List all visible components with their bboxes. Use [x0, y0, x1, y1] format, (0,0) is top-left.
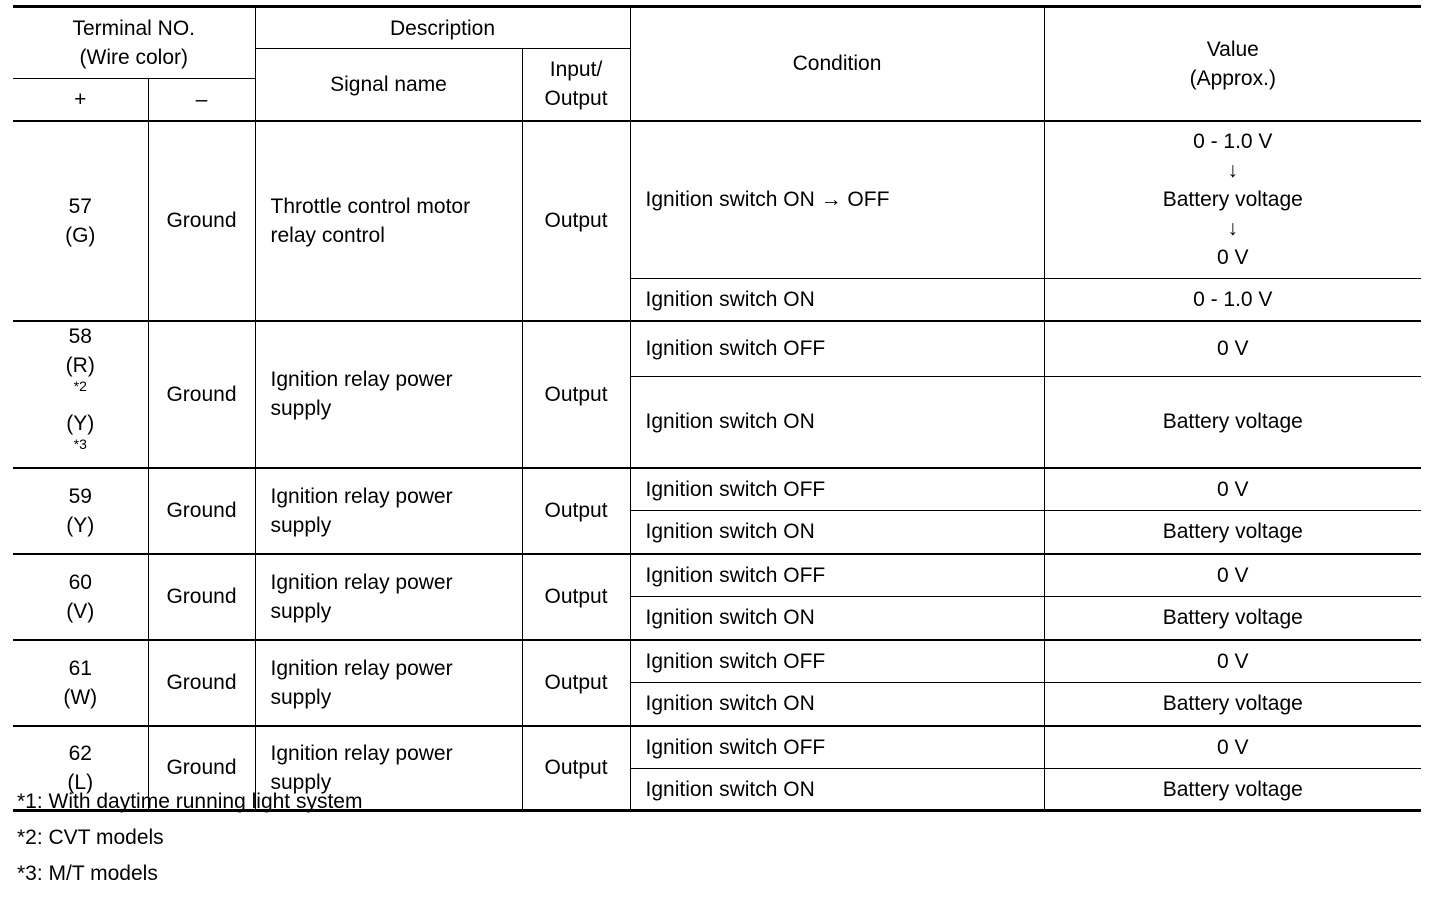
input-output-header [522, 49, 630, 121]
terminal-header-label: Terminal NO. [72, 17, 196, 40]
terminal-spec-table [13, 5, 1421, 812]
ground-cell: Ground [148, 640, 255, 726]
value-line: Battery voltage [1162, 188, 1303, 212]
io-cell: Output [522, 121, 630, 321]
wire-color [19, 351, 142, 409]
approx-header-label: (Approx.) [1189, 66, 1276, 90]
terminal-number-cell [13, 321, 148, 468]
value-cell: Battery voltage [1044, 376, 1421, 467]
wire-color [19, 409, 142, 467]
condition-cell: Ignition switch ON [630, 511, 1044, 554]
footnotes [17, 784, 362, 892]
footnote: *1: With daytime running light system [17, 790, 363, 813]
signal-name-line2: supply [270, 397, 332, 420]
signal-name-line2: supply [270, 685, 332, 709]
ground-cell: Ground [148, 121, 255, 321]
input-header-label: Input/ [549, 58, 603, 82]
condition-header: Condition [630, 7, 1044, 121]
signal-name-line2: relay control [270, 223, 385, 247]
wire-color: (V) [66, 599, 95, 623]
terminal-number: 58 [68, 324, 92, 348]
footnote: *3: M/T models [17, 862, 158, 885]
output-header-label: Output [544, 87, 608, 111]
value-cell: 0 V [1044, 468, 1421, 511]
footnote-ref: *3 [73, 435, 87, 452]
io-cell: Output [522, 468, 630, 554]
value-header-label: Value [1206, 37, 1259, 61]
terminal-number: 59 [68, 484, 92, 508]
value-cell [1044, 121, 1421, 279]
table-row [13, 554, 1421, 597]
signal-name-cell [255, 121, 522, 321]
value-cell: 0 V [1044, 554, 1421, 597]
terminal-number: 62 [68, 741, 92, 765]
signal-name-line2: supply [270, 599, 332, 623]
wire-color: (Y) [66, 513, 95, 537]
footnote-ref: *2 [73, 377, 87, 394]
terminal-number-cell [13, 640, 148, 726]
terminal-number: 60 [68, 570, 92, 594]
terminal-header [13, 7, 255, 79]
condition-cell: Ignition switch ON [630, 597, 1044, 640]
signal-name-line1: Ignition relay power [270, 741, 453, 765]
condition-cell: Ignition switch OFF [630, 468, 1044, 511]
down-arrow-icon: ↓ [1227, 159, 1239, 183]
signal-name-line2: supply [270, 513, 332, 537]
condition-cell: Ignition switch ON [630, 376, 1044, 467]
wire-color-header-label: (Wire color) [79, 46, 188, 69]
condition-cell: Ignition switch ON [630, 683, 1044, 726]
description-header: Description [255, 7, 630, 49]
value-line: 0 - 1.0 V [1193, 130, 1273, 154]
signal-name-cell [255, 640, 522, 726]
condition-cell: Ignition switch OFF [630, 321, 1044, 377]
signal-name-cell [255, 468, 522, 554]
table-row [13, 321, 1421, 377]
footnote: *2: CVT models [17, 826, 164, 849]
down-arrow-icon: ↓ [1227, 217, 1239, 241]
ground-cell: Ground [148, 468, 255, 554]
value-cell: 0 V [1044, 726, 1421, 769]
terminal-number: 57 [68, 194, 92, 218]
terminal-number-cell [13, 468, 148, 554]
terminal-number-cell [13, 121, 148, 321]
wire-color: (W) [63, 685, 98, 709]
terminal-number: 61 [68, 656, 92, 680]
io-cell: Output [522, 554, 630, 640]
table-row [13, 121, 1421, 279]
ground-cell: Ground [148, 554, 255, 640]
io-cell: Output [522, 726, 630, 811]
condition-cell: Ignition switch ON [630, 279, 1044, 321]
value-cell: 0 - 1.0 V [1044, 279, 1421, 321]
signal-name-line1: Ignition relay power [270, 570, 453, 594]
condition-cell: Ignition switch ON [630, 769, 1044, 811]
wire-color: (G) [65, 223, 96, 247]
table-row [13, 468, 1421, 511]
condition-cell: Ignition switch OFF [630, 640, 1044, 683]
condition-cell: Ignition switch OFF [630, 554, 1044, 597]
table-row [13, 726, 1421, 769]
value-cell: 0 V [1044, 640, 1421, 683]
signal-name-header: Signal name [255, 49, 522, 121]
ground-cell: Ground [148, 321, 255, 468]
wire-color-a: (R) [65, 353, 95, 377]
value-cell: Battery voltage [1044, 511, 1421, 554]
signal-name-cell [255, 554, 522, 640]
io-cell: Output [522, 321, 630, 468]
ground-cell: Ground [148, 726, 255, 811]
signal-name-cell [255, 321, 522, 468]
wire-color-b: (Y) [66, 411, 95, 435]
value-cell: Battery voltage [1044, 597, 1421, 640]
terminal-number-cell [13, 554, 148, 640]
value-cell: 0 V [1044, 321, 1421, 377]
io-cell: Output [522, 640, 630, 726]
wire-color: (L) [67, 770, 94, 794]
signal-name-line1: Throttle control motor [270, 194, 471, 218]
value-line: 0 V [1217, 246, 1249, 270]
plus-header: + [13, 79, 148, 121]
signal-name-line1: Ignition relay power [270, 656, 453, 680]
condition-cell: Ignition switch OFF [630, 726, 1044, 769]
value-header [1044, 7, 1421, 121]
signal-name-line1: Ignition relay power [270, 368, 453, 391]
minus-header: – [148, 79, 255, 121]
value-cell: Battery voltage [1162, 777, 1303, 801]
value-cell: Battery voltage [1044, 683, 1421, 726]
condition-cell: Ignition switch ON → OFF [630, 121, 1044, 279]
table-row [13, 640, 1421, 683]
signal-name-line1: Ignition relay power [270, 484, 453, 508]
signal-name-line2: supply [270, 770, 332, 794]
